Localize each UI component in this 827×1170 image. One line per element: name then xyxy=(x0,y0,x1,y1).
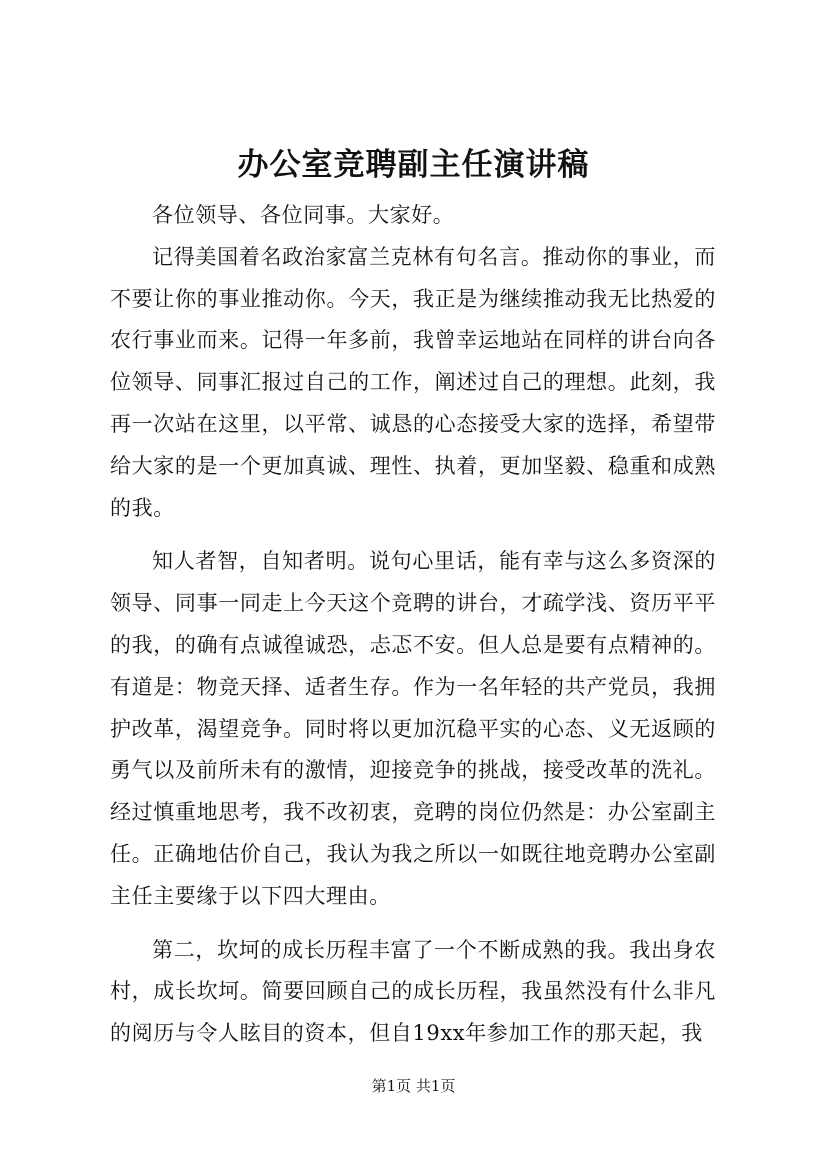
page-footer: 第1页 共1页 xyxy=(371,1077,456,1095)
paragraph-greeting: 各位领导、各位同事。大家好。 xyxy=(152,203,455,227)
document-title: 办公室竞聘副主任演讲稿 xyxy=(237,147,590,183)
paragraph-self-knowledge: 知人者智，自知者明。说句心里话，能有幸与这么多资深的领导、同事一同走上今天这个竞聘的讲台，才疏学浅、资历平平的我，的确有点诚徨诚恐，忐忑不安。但人总是要有点精神的。有道是：物竞天择、适者生存。作为一名年轻的共产党员，我拥护改革，渴望竞争。同时将以更加沉稳平实的心态、义无返顾的勇气以及前所未有的激情，迎接竞争的挑战，接受改革的洗礼。经过慎重地思考，我不改初衷，竞聘的岗位仍然是：办公室副主任。正确地估价自己，我认为我之所以一如既往地竞聘办公室副主任主要缘于以下四大理由。 xyxy=(110,549,716,908)
document-body xyxy=(110,195,716,1055)
paragraph-growth: 第二，坎坷的成长历程丰富了一个不断成熟的我。我出身农村，成长坎坷。简要回顾自己的成长历程，我虽然没有什么非凡的阅历与令人眩目的资本，但自19xx年参加工作的那天起，我 xyxy=(110,937,716,1046)
paragraph-intro: 记得美国着名政治家富兰克林有句名言。推动你的事业，而不要让你的事业推动你。今天，我正是为继续推动我无比热爱的农行事业而来。记得一年多前，我曾幸运地站在同样的讲台向各位领导、同事汇报过自己的工作，阐述过自己的理想。此刻，我再一次站在这里，以平常、诚恳的心态接受大家的选择，希望带给大家的是一个更加真诚、理性、执着，更加坚毅、稳重和成熟的我。 xyxy=(110,244,716,520)
